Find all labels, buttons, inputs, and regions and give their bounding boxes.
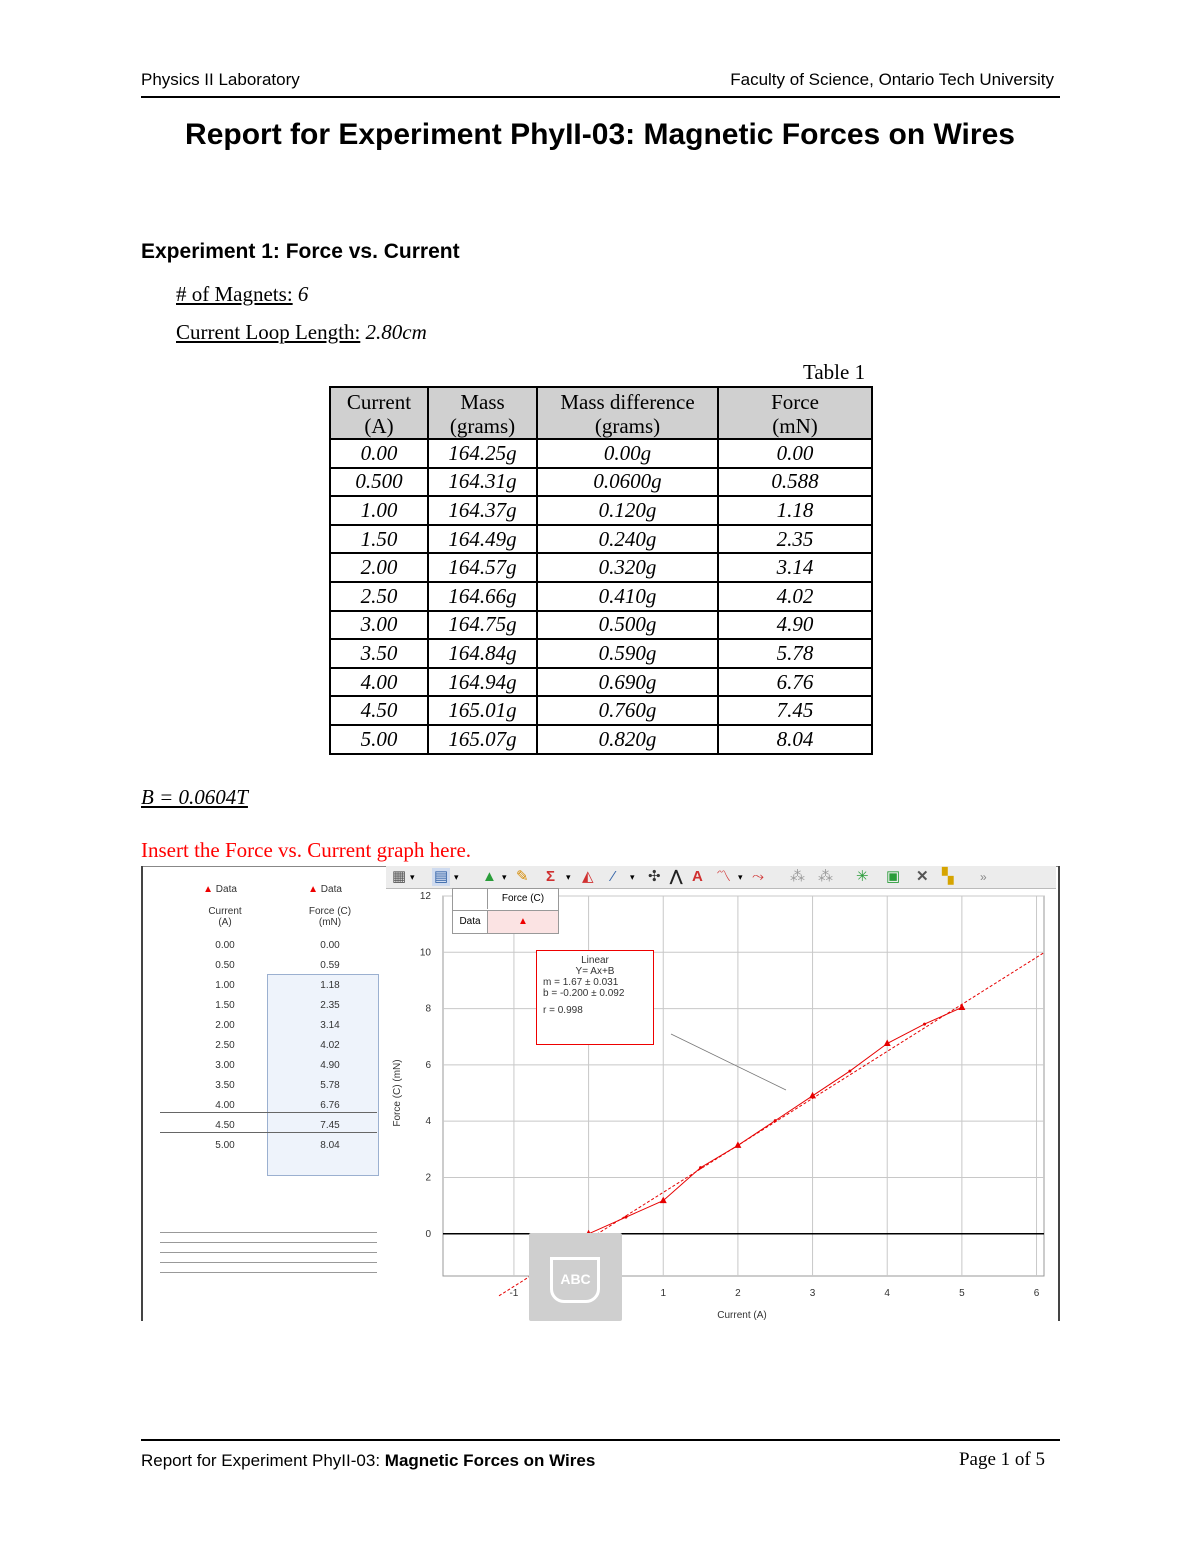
- table-cell: 0.590g: [537, 639, 718, 668]
- side-current-cell[interactable]: 2.00: [215, 1020, 235, 1031]
- annotation-icon[interactable]: A: [692, 868, 703, 885]
- table-cell: 164.57g: [428, 553, 537, 582]
- table-cell: 0.240g: [537, 525, 718, 554]
- side-current-cell[interactable]: 3.50: [215, 1080, 235, 1091]
- close-icon[interactable]: ✕: [916, 868, 929, 885]
- side-empty-row-line: [160, 1262, 377, 1263]
- side-empty-row-line: [160, 1252, 377, 1253]
- legend-marker: ▲: [487, 910, 558, 933]
- side-col1-title: ▲ Data: [203, 884, 237, 895]
- footer-left: Report for Experiment PhyII-03: Magnetic Forces on Wires: [141, 1451, 596, 1470]
- scale-y-icon[interactable]: ⁂: [818, 868, 833, 885]
- table-cell: 0.320g: [537, 553, 718, 582]
- table-cell: 164.25g: [428, 439, 537, 468]
- page-title: Report for Experiment PhyII-03: Magnetic Forces on Wires: [185, 118, 1015, 151]
- table-row: [330, 468, 872, 497]
- table-header-cell: Current (A): [330, 387, 428, 439]
- table-cell: 0.690g: [537, 668, 718, 697]
- table-cell: 4.90: [718, 611, 872, 640]
- side-current-cell[interactable]: 1.50: [215, 1000, 235, 1011]
- side-current-cell[interactable]: 0.50: [215, 960, 235, 971]
- table-cell: 1.00: [330, 496, 428, 525]
- experiment-heading: Experiment 1: Force vs. Current: [141, 240, 460, 263]
- table-cell: 3.14: [718, 553, 872, 582]
- loop-length-line: [176, 320, 427, 345]
- data-point: [848, 1070, 851, 1073]
- x-tick-label: -1: [509, 1288, 519, 1299]
- fit-intercept: b = -0.200 ± 0.092: [543, 988, 625, 999]
- table-row: [330, 496, 872, 525]
- chevron-down-icon[interactable]: ▾: [630, 872, 635, 882]
- abc-label: ABC: [560, 1271, 591, 1287]
- table-cell: 164.66g: [428, 582, 537, 611]
- table-header-cell: Force (mN): [718, 387, 872, 439]
- data-point: [774, 1119, 777, 1122]
- y-tick-label: 0: [425, 1228, 431, 1240]
- table-cell: 4.02: [718, 582, 872, 611]
- strike-points-icon[interactable]: ▣: [886, 868, 901, 885]
- screenshot-right-border: [1058, 866, 1060, 1321]
- chevron-down-icon[interactable]: ▾: [502, 872, 507, 882]
- header-rule: [141, 96, 1060, 98]
- chevron-down-icon[interactable]: ▾: [454, 872, 459, 882]
- header-left: Physics II Laboratory: [141, 70, 300, 89]
- chevron-down-icon[interactable]: ▾: [738, 872, 743, 882]
- chevron-down-icon[interactable]: ▾: [410, 872, 415, 882]
- graph-screenshot: [141, 866, 1060, 1321]
- fit-slope: m = 1.67 ± 0.031: [543, 977, 619, 988]
- side-force-cell[interactable]: 1.18: [320, 980, 340, 991]
- y-tick-label: 10: [419, 947, 431, 959]
- table-cell: 8.04: [718, 725, 872, 754]
- loop-length-value: 2.80cm: [365, 320, 427, 344]
- data-point: [624, 1216, 627, 1219]
- table-row: [330, 439, 872, 468]
- table-cell: 164.31g: [428, 468, 537, 497]
- side-row-divider: [160, 1132, 377, 1133]
- series-legend-table: [452, 888, 559, 934]
- footer-rule: [141, 1439, 1060, 1441]
- table-cell: 164.37g: [428, 496, 537, 525]
- table-cell: 3.50: [330, 639, 428, 668]
- magnets-label: # of Magnets:: [176, 282, 293, 306]
- layout-icon[interactable]: ▚: [942, 868, 954, 885]
- more-tools-icon[interactable]: »: [980, 870, 987, 884]
- side-current-cell[interactable]: 0.00: [215, 940, 235, 951]
- x-tick-label: 3: [809, 1288, 816, 1299]
- table-cell: 1.18: [718, 496, 872, 525]
- side-force-cell[interactable]: 5.78: [320, 1080, 340, 1091]
- side-force-cell[interactable]: 4.02: [320, 1040, 340, 1051]
- examine-icon[interactable]: ✣: [648, 868, 661, 885]
- x-axis-label: Current (A): [717, 1310, 767, 1321]
- plot-area: [443, 896, 1044, 1276]
- table-cell: 5.78: [718, 639, 872, 668]
- side-force-cell[interactable]: 0.59: [320, 960, 340, 971]
- header-right: Faculty of Science, Ontario Tech University: [730, 70, 1054, 89]
- table-row: [330, 668, 872, 697]
- side-force-cell[interactable]: 6.76: [320, 1100, 340, 1111]
- fit-title: Linear: [581, 955, 609, 966]
- table-caption: Table 1: [803, 360, 866, 384]
- table-cell: 5.00: [330, 725, 428, 754]
- table-cell: 0.760g: [537, 696, 718, 725]
- insert-graph-icon[interactable]: ▤: [434, 868, 449, 885]
- table-cell: 164.84g: [428, 639, 537, 668]
- interpolate-icon[interactable]: ⤳: [752, 868, 765, 885]
- table-cell: 2.50: [330, 582, 428, 611]
- x-tick-label: 1: [660, 1288, 667, 1299]
- table-cell: 165.01g: [428, 696, 537, 725]
- table-header-row: [330, 387, 872, 439]
- model-icon[interactable]: 〽: [716, 868, 732, 885]
- magnets-value: 6: [297, 282, 309, 306]
- table-header-cell: Mass (grams): [428, 387, 537, 439]
- side-empty-row-line: [160, 1242, 377, 1243]
- table-cell: 0.588: [718, 468, 872, 497]
- side-current-cell[interactable]: 4.50: [215, 1120, 235, 1131]
- side-current-cell[interactable]: 4.00: [215, 1100, 235, 1111]
- draw-prediction-icon[interactable]: ✎: [516, 868, 529, 885]
- y-axis-label: Force (C) (mN): [392, 1059, 403, 1127]
- y-tick-label: 4: [425, 1116, 431, 1128]
- table-cell: 2.00: [330, 553, 428, 582]
- insert-graph-instruction: Insert the Force vs. Current graph here.: [141, 838, 472, 862]
- side-col2-title: ▲ Data: [308, 884, 342, 895]
- side-force-cell[interactable]: 3.14: [320, 1020, 340, 1031]
- table-cell: 0.500g: [537, 611, 718, 640]
- table-cell: 0.0600g: [537, 468, 718, 497]
- spellcheck-overlay[interactable]: [529, 1233, 622, 1321]
- table-row: [330, 525, 872, 554]
- fit-equation: Y= Ax+B: [575, 966, 615, 977]
- legend-row-name: Data: [453, 910, 487, 933]
- side-force-cell[interactable]: 4.90: [320, 1060, 340, 1071]
- screenshot-left-border: [141, 866, 143, 1321]
- side-row-divider: [160, 1112, 377, 1113]
- table-row: [330, 725, 872, 754]
- table-cell: 164.49g: [428, 525, 537, 554]
- graph-options-icon[interactable]: ▦: [392, 868, 407, 885]
- table-cell: 0.00: [718, 439, 872, 468]
- table-cell: 0.120g: [537, 496, 718, 525]
- table-cell: 6.76: [718, 668, 872, 697]
- data-point: [923, 1023, 926, 1026]
- chevron-down-icon[interactable]: ▾: [566, 872, 571, 882]
- table-cell: 164.94g: [428, 668, 537, 697]
- table-cell: 3.00: [330, 611, 428, 640]
- autoscale-icon[interactable]: ▲: [482, 868, 497, 885]
- tangent-icon[interactable]: ⋀: [670, 868, 683, 885]
- fit-correlation: r = 0.998: [543, 1005, 583, 1016]
- table-header-cell: Mass difference (grams): [537, 387, 718, 439]
- side-current-cell[interactable]: 3.00: [215, 1060, 235, 1071]
- table-cell: 1.50: [330, 525, 428, 554]
- side-col1-header: Current (A): [208, 906, 242, 928]
- table-cell: 0.00g: [537, 439, 718, 468]
- y-tick-label: 12: [419, 891, 431, 902]
- curve-fit-icon[interactable]: ⁄: [612, 868, 615, 885]
- y-tick-label: 2: [425, 1172, 431, 1184]
- table-cell: 0.500: [330, 468, 428, 497]
- side-current-cell[interactable]: 2.50: [215, 1040, 235, 1051]
- graph-toolbar: [386, 866, 1056, 889]
- table-cell: 0.00: [330, 439, 428, 468]
- force-vs-current-chart: [386, 888, 1056, 1321]
- page-number: Page 1 of 5: [958, 1449, 1045, 1470]
- table-cell: 0.820g: [537, 725, 718, 754]
- table-cell: 7.45: [718, 696, 872, 725]
- table-row: [330, 639, 872, 668]
- y-tick-label: 8: [425, 1003, 431, 1015]
- data-point: [699, 1166, 702, 1169]
- side-current-cell[interactable]: 1.00: [215, 980, 235, 991]
- table-cell: 4.50: [330, 696, 428, 725]
- side-empty-row-line: [160, 1272, 377, 1273]
- statistics-icon[interactable]: Σ: [546, 868, 556, 885]
- side-force-cell[interactable]: 2.35: [320, 1000, 340, 1011]
- side-current-cell[interactable]: 5.00: [215, 1140, 235, 1151]
- x-tick-label: 6: [1033, 1288, 1040, 1299]
- table-row: [330, 611, 872, 640]
- x-tick-label: 5: [959, 1288, 965, 1299]
- magnets-line: [176, 282, 308, 307]
- table-cell: 164.75g: [428, 611, 537, 640]
- select-points-icon[interactable]: ✳: [856, 868, 869, 885]
- loop-length-label: Current Loop Length:: [176, 320, 361, 344]
- table-row: [330, 696, 872, 725]
- table-row: [330, 553, 872, 582]
- table-cell: 2.35: [718, 525, 872, 554]
- side-col2-header: Force (C) (mN): [308, 906, 352, 928]
- side-force-cell[interactable]: 0.00: [320, 940, 340, 951]
- table-cell: 0.410g: [537, 582, 718, 611]
- table-cell: 165.07g: [428, 725, 537, 754]
- side-force-cell[interactable]: 7.45: [320, 1120, 340, 1131]
- b-field-value: B = 0.0604T: [141, 785, 248, 809]
- table-cell: 4.00: [330, 668, 428, 697]
- integral-icon[interactable]: ◭: [582, 868, 594, 885]
- side-data-table: [155, 866, 385, 1321]
- data-table: [329, 386, 873, 755]
- y-tick-label: 6: [425, 1059, 431, 1071]
- x-tick-label: 2: [735, 1288, 741, 1299]
- x-tick-label: 4: [884, 1288, 890, 1299]
- legend-series-name: Force (C): [487, 889, 558, 909]
- table-row: [330, 582, 872, 611]
- scale-x-icon[interactable]: ⁂: [790, 868, 805, 885]
- side-force-cell[interactable]: 8.04: [320, 1140, 340, 1151]
- side-empty-row-line: [160, 1232, 377, 1233]
- linear-fit-box: [536, 950, 654, 1045]
